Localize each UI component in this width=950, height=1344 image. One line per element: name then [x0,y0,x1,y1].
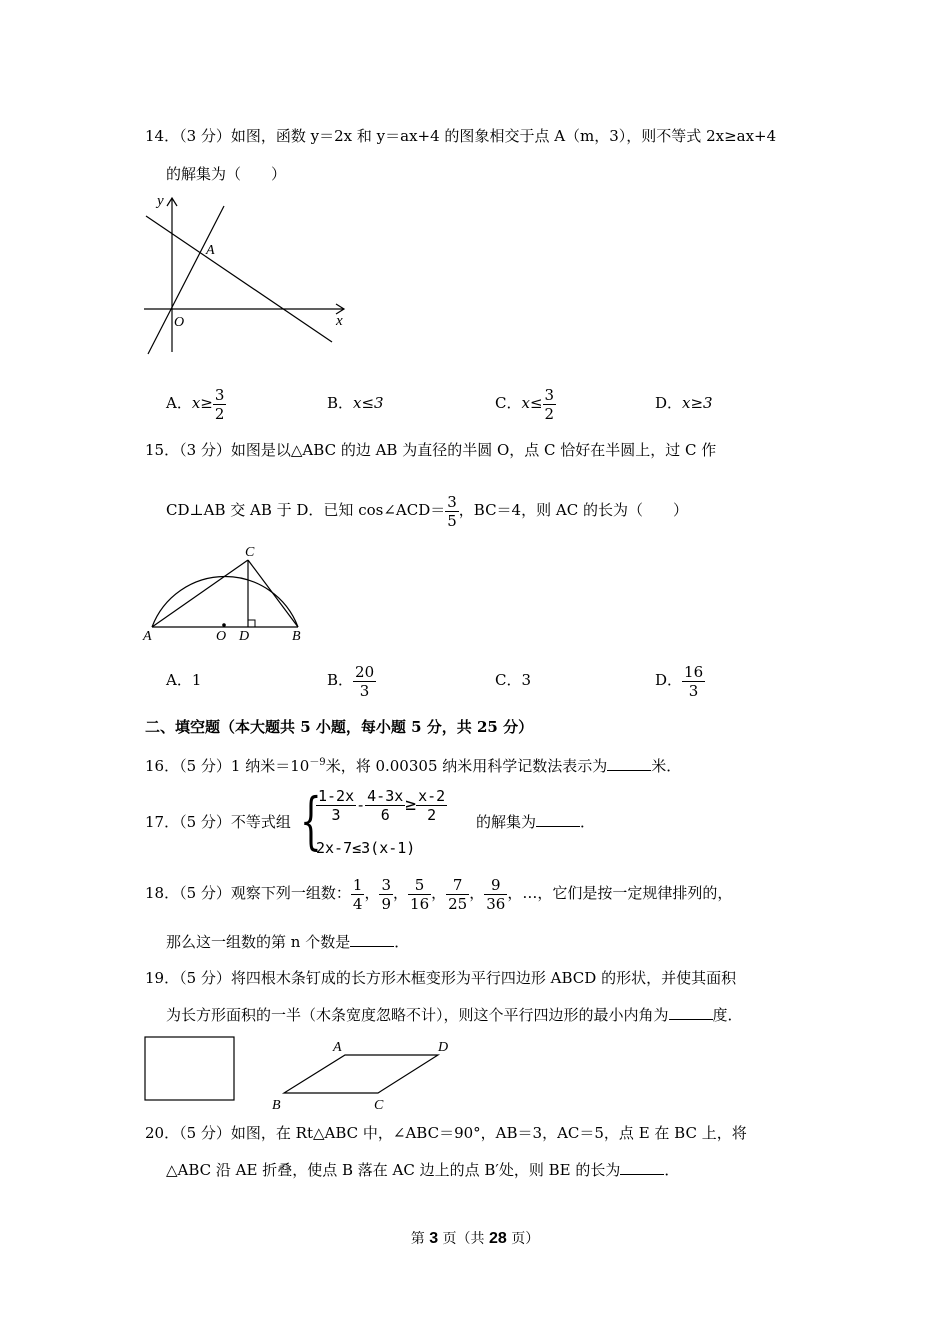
q14-option-a: A．x≥ $\frac{3}{2}$ [166,385,225,423]
q14-line1: 14．（3 分）如图，函数 y＝2x 和 y＝ax+4 的图象相交于点 A（m，3），则不等式 2x≥ax+4 [145,127,777,145]
q14-graph [140,188,355,358]
q15-line2: CD⊥AB 交 AB 于 D．已知 cos∠ACD＝ $\frac{3}{5}$ ，BC＝4，则 AC 的长为（ ） [166,492,688,530]
graph-label-x: x [336,313,343,329]
q18-blank[interactable] [350,932,394,947]
q19-figure [140,1035,460,1115]
q14-line2: 的解集为（ ） [166,165,287,183]
fig-label-D: D [438,1040,449,1055]
q18-line2: 那么这一组数的第 n 个数是 ． [166,933,410,951]
q15-option-c: C．3 [495,671,532,689]
q17-ineq1: $\frac{1-2x}{3}$ - $\frac{4-3x}{6}$ ≥ $\frac{x-2}{2}$ [318,787,446,824]
q16-blank[interactable] [607,756,651,771]
q19-line1: 19．（5 分）将四根木条钉成的长方形木框变形为平行四边形 ABCD 的形状，并使其面积 [145,969,737,987]
section-heading: 二、填空题（本大题共 5 小题，每小题 5 分，共 25 分） [145,718,534,736]
fig-label-B: B [292,629,301,644]
q20-blank[interactable] [620,1160,664,1175]
fig-label-O: O [216,629,227,644]
q19-line2: 为长方形面积的一半（木条宽度忽略不计），则这个平行四边形的最小内角为 度． [166,1006,743,1024]
q20-line1: 20．（5 分）如图，在 Rt△ABC 中，∠ABC＝90°，AB＝3，AC＝5，点 E 在 BC 上，将 [145,1124,747,1142]
fig-label-B: B [272,1098,281,1113]
graph-label-A: A [206,243,215,258]
q14-option-c: C．x≤ $\frac{3}{2}$ [495,385,555,423]
q19-blank[interactable] [669,1005,713,1020]
fig-label-A: A [333,1040,342,1055]
fig-label-C: C [374,1098,384,1113]
q15-figure [140,540,315,646]
q16: 16．（5 分）1 纳米$=10^{-9}$米，将 0.00305 纳米用科学记数法表示为 米． [145,757,682,775]
rectangle-frame [145,1037,234,1100]
q15-line1: 15．（3 分）如图是以△ABC 的边 AB 为直径的半圆 O，点 C 恰好在半圆上，过 C 作 [145,441,717,459]
q14-option-d: D．x≥3 [655,394,713,412]
q17-blank[interactable] [536,812,580,827]
q17-post: 的解集为 ． [476,813,596,831]
page-footer: 第 3 页（共 28 页） [410,1230,540,1247]
fig-label-D: D [239,629,250,644]
q17-pre: 17．（5 分）不等式组 [145,813,291,831]
q18-line1: 18．（5 分）观察下列一组数： $\frac{1}{4}$ ， $\frac{3}{9}$ ， $\frac{5}{16}$ ， $\frac{7}{25}$ ， $\frac{9}{36}$ ，…，它们是按一定规律排列的， [145,875,733,913]
graph-label-y: y [157,193,164,209]
q17-brace: { [300,784,322,857]
q14-option-b: B．x≤3 [327,394,384,412]
parallelogram-frame [284,1055,438,1093]
q15-option-d: D． $\frac{16}{3}$ [655,662,704,700]
q15-option-b: B． $\frac{20}{3}$ [327,662,375,700]
graph-label-O: O [174,315,185,330]
fig-label-A: A [143,629,152,644]
fig-label-C: C [245,545,255,560]
q20-line2: △ABC 沿 AE 折叠，使点 B 落在 AC 边上的点 B′处，则 BE 的长为 ． [166,1161,680,1179]
q17-ineq2: 2x-7≤3(x-1) [316,839,416,857]
q15-option-a: A．1 [166,671,202,689]
